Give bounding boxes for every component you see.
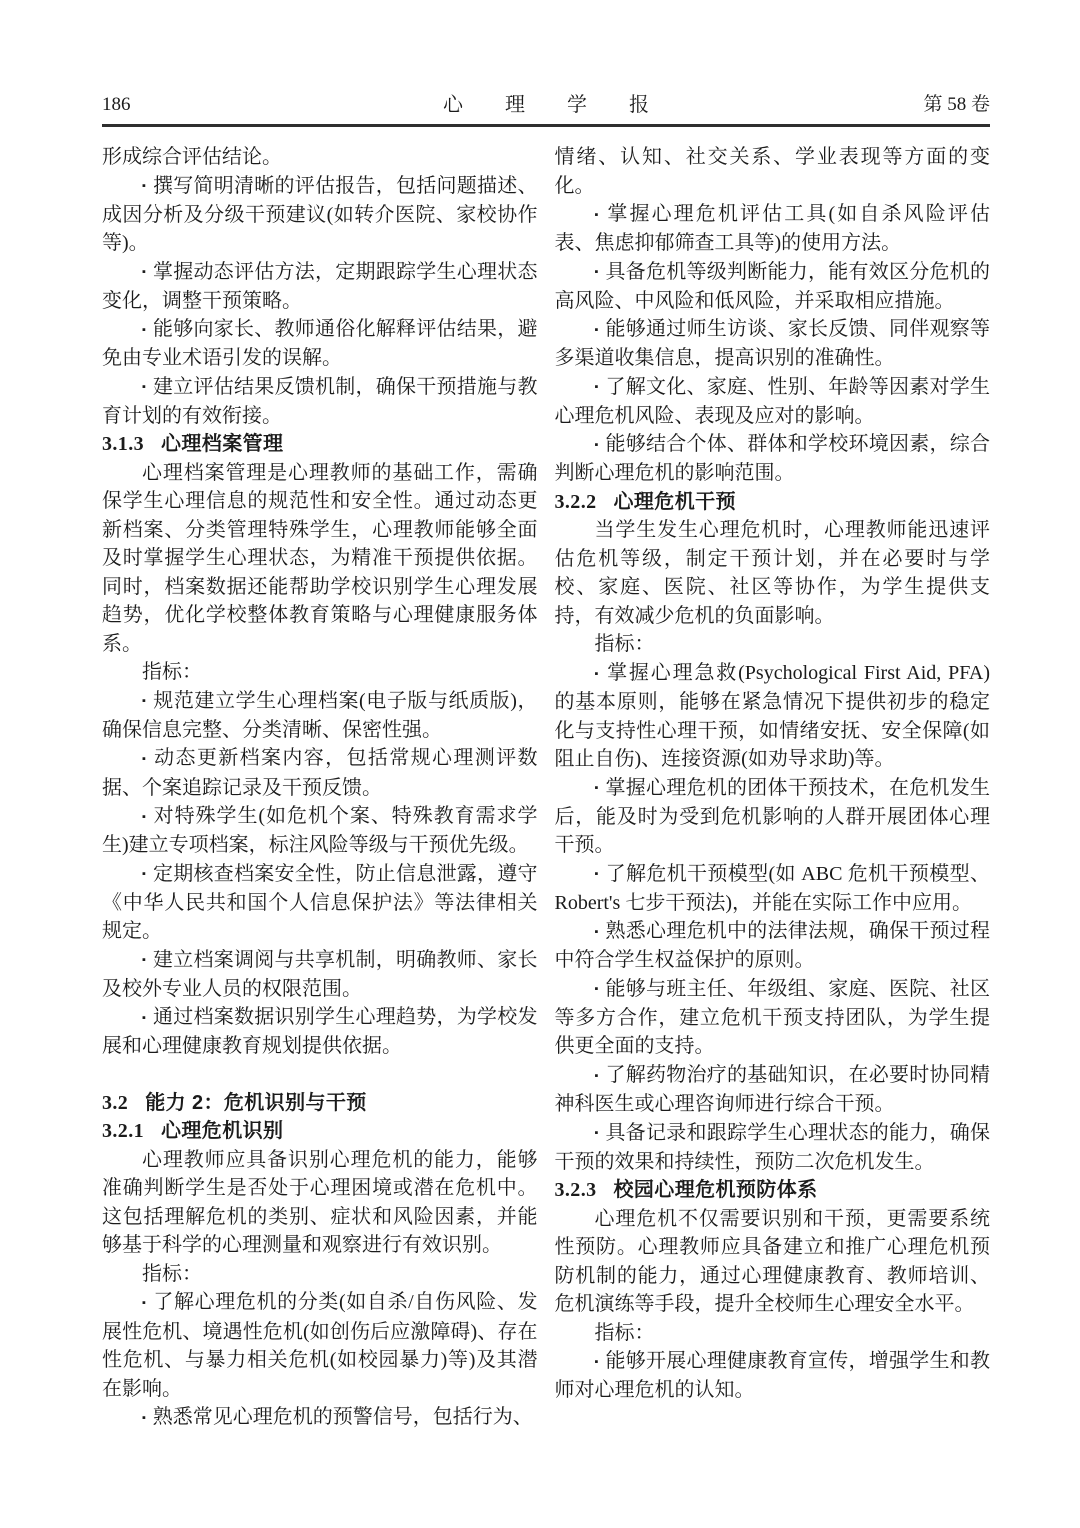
bullet-text: 熟悉心理危机中的法律法规，确保干预过程中符合学生权益保护的原则。 (554, 920, 990, 972)
square-bullet-icon: ▪ (594, 323, 599, 336)
square-bullet-icon: ▪ (142, 810, 146, 823)
bullet-text: 掌握心理危机评估工具(如自杀风险评估表、焦虑抑郁筛查工具等)的使用方法。 (554, 203, 990, 255)
bullet-text: 对特殊学生(如危机个案、特殊教育需求学生)建立专项档案，标注风险等级与干预优先级。 (102, 805, 538, 857)
bullet-item (555, 917, 991, 975)
paragraph: 心理档案管理是心理教师的基础工作，需确保学生心理信息的规范性和安全性。通过动态更新档案、分类管理特殊学生，心理教师能够全面及时掌握学生心理状态，为精准干预提供依据。同时，档案数据还能帮助学校识别学生心理发展趋势，优化学校整体教育策略与心理健康服务体系。 (102, 461, 538, 655)
square-bullet-icon: ▪ (142, 1411, 146, 1424)
bullet-text: 撰写简明清晰的评估报告，包括问题描述、成因分析及分级干预建议(如转介医院、家校协作等)。 (102, 174, 538, 255)
section-heading (102, 1117, 538, 1146)
square-bullet-icon: ▪ (594, 438, 599, 451)
page-number: 186 (102, 94, 131, 115)
paragraph: 情绪、认知、社交关系、学业表现等方面的变化。 (554, 146, 990, 197)
square-bullet-icon: ▪ (142, 381, 146, 394)
section-number: 3.2.2 (554, 490, 597, 513)
square-bullet-icon: ▪ (142, 954, 146, 967)
section-number: 3.1.3 (102, 433, 144, 456)
journal-title (252, 93, 840, 117)
bullet-text: 定期核查档案安全性，防止信息泄露，遵守《中华人民共和国个人信息保护法》等法律相关规定。 (102, 862, 538, 943)
bullet-text: 掌握心理急救(Psychological First Aid, PFA)的基本原则，能够在紧急情况下提供初步的稳定化与支持性心理干预，如情绪安抚、安全保障(如阻止自伤)、连接资源(如劝导求助)等。 (554, 661, 990, 771)
bullet-item (555, 430, 991, 488)
square-bullet-icon: ▪ (142, 266, 146, 279)
square-bullet-icon: ▪ (142, 1011, 146, 1024)
bullet-item (555, 1119, 991, 1177)
volume-label: 第 58 卷 (923, 94, 990, 115)
right-column (555, 143, 991, 1432)
bullet-text: 了解危机干预模型(如 ABC 危机干预模型、Robert's 七步干预法)，并能在实际工作中应用。 (554, 862, 990, 914)
section-title: 能力 2：危机识别与干预 (145, 1091, 367, 1114)
bullet-text: 具备危机等级判断能力，能有效区分危机的高风险、中风险和低风险，并采取相应措施。 (554, 260, 990, 312)
square-bullet-icon: ▪ (142, 323, 146, 336)
bullet-text: 动态更新档案内容，包括常规心理测评数据、个案追踪记录及干预反馈。 (102, 747, 538, 799)
bullet-item (555, 200, 991, 258)
bullet-item (102, 315, 538, 373)
paragraph: 指标： (594, 633, 655, 656)
bullet-item (555, 1061, 991, 1119)
bullet-text: 规范建立学生心理档案(电子版与纸质版)，确保信息完整、分类清晰、保密性强。 (102, 689, 538, 741)
section-title: 心理危机识别 (161, 1120, 284, 1143)
bullet-text: 能够通过师生访谈、家长反馈、同伴观察等多渠道收集信息，提高识别的准确性。 (554, 318, 990, 370)
bullet-text: 能够向家长、教师通俗化解释评估结果，避免由专业术语引发的误解。 (102, 318, 538, 370)
square-bullet-icon: ▪ (142, 1297, 146, 1310)
bullet-item (555, 774, 991, 860)
square-bullet-icon: ▪ (142, 753, 146, 766)
bullet-item (555, 659, 991, 774)
bullet-text: 了解文化、家庭、性别、年龄等因素对学生心理危机风险、表现及应对的影响。 (554, 375, 990, 427)
square-bullet-icon: ▪ (594, 381, 599, 394)
bullet-item (102, 860, 538, 946)
section-heading (555, 488, 991, 517)
paragraph: 指标： (142, 1262, 202, 1285)
paragraph: 指标： (142, 661, 202, 684)
bullet-text: 具备记录和跟踪学生心理状态的能力，确保干预的效果和持续性，预防二次危机发生。 (554, 1121, 990, 1173)
bullet-text: 能够结合个体、群体和学校环境因素，综合判断心理危机的影响范围。 (554, 433, 990, 485)
section-title: 心理危机干预 (613, 490, 736, 513)
square-bullet-icon: ▪ (594, 1355, 599, 1368)
header-rule (102, 124, 990, 127)
bullet-item (102, 802, 538, 860)
section-title: 心理档案管理 (161, 433, 284, 456)
square-bullet-icon: ▪ (594, 266, 599, 279)
section-heading (102, 1089, 538, 1118)
bullet-item (555, 258, 991, 316)
paragraph: 当学生发生心理危机时，心理教师能迅速评估危机等级，制定干预计划，并在必要时与学校、家庭、医院、社区等协作，为学生提供支持，有效减少危机的负面影响。 (554, 519, 990, 627)
bullet-item (555, 373, 991, 431)
paragraph: 心理教师应具备识别心理危机的能力，能够准确判断学生是否处于心理困境或潜在危机中。这包括理解危机的类别、症状和风险因素，并能够基于科学的心理测量和观察进行有效识别。 (102, 1148, 538, 1257)
bullet-item (102, 258, 538, 316)
square-bullet-icon: ▪ (594, 782, 599, 795)
square-bullet-icon: ▪ (594, 983, 599, 996)
section-number: 3.2 (102, 1091, 129, 1114)
bullet-item (102, 1288, 538, 1403)
paragraph: 指标： (594, 1321, 655, 1344)
square-bullet-icon: ▪ (594, 868, 599, 881)
bullet-item (555, 315, 991, 373)
square-bullet-icon: ▪ (594, 1127, 599, 1140)
bullet-text: 了解心理危机的分类(如自杀/自伤风险、发展性危机、境遇性危机(如创伤后应激障碍)、存在性危机、与暴力相关危机(如校园暴力)等)及其潜在影响。 (102, 1291, 538, 1400)
bullet-item (102, 1003, 538, 1061)
section-heading (555, 1176, 991, 1205)
section-title: 校园心理危机预防体系 (613, 1179, 818, 1202)
section-number: 3.2.3 (554, 1179, 597, 1202)
journal-title-text: 心理学报 (443, 94, 691, 116)
bullet-item (102, 172, 538, 258)
bullet-text: 掌握心理危机的团体干预技术，在危机发生后，能及时为受到危机影响的人群开展团体心理干预。 (554, 776, 990, 857)
section-number: 3.2.1 (102, 1120, 144, 1143)
bullet-item (102, 373, 538, 431)
bullet-text: 能够开展心理健康教育宣传，增强学生和教师对心理危机的认知。 (554, 1350, 990, 1402)
bullet-item (102, 744, 538, 802)
section-heading (102, 430, 538, 459)
bullet-item (555, 860, 991, 918)
bullet-item (102, 946, 538, 1004)
bullet-text: 建立档案调阅与共享机制，明确教师、家长及校外专业人员的权限范围。 (102, 948, 538, 1000)
bullet-text: 掌握动态评估方法，定期跟踪学生心理状态变化，调整干预策略。 (102, 260, 538, 312)
square-bullet-icon: ▪ (142, 695, 146, 708)
bullet-item (102, 687, 538, 745)
bullet-item (555, 1347, 991, 1405)
running-header (102, 93, 990, 117)
bullet-text: 能够与班主任、年级组、家庭、医院、社区等多方合作，建立危机干预支持团队，为学生提供更全面的支持。 (554, 977, 990, 1058)
paragraph: 心理危机不仅需要识别和干预，更需要系统性预防。心理教师应具备建立和推广心理危机预防机制的能力，通过心理健康教育、教师培训、危机演练等手段，提升全校师生心理安全水平。 (554, 1207, 990, 1316)
square-bullet-icon: ▪ (594, 925, 599, 938)
bullet-item (102, 1403, 538, 1432)
bullet-text: 建立评估结果反馈机制，确保干预措施与教育计划的有效衔接。 (102, 375, 538, 427)
square-bullet-icon: ▪ (594, 1069, 599, 1082)
two-column-body (102, 143, 990, 1432)
square-bullet-icon: ▪ (142, 180, 146, 193)
bullet-item (555, 975, 991, 1061)
bullet-text: 了解药物治疗的基础知识，在必要时协同精神科医生或心理咨询师进行综合干预。 (554, 1063, 990, 1116)
bullet-text: 熟悉常见心理危机的预警信号，包括行为、 (152, 1406, 533, 1429)
paragraph: 形成综合评估结论。 (102, 146, 282, 168)
square-bullet-icon: ▪ (594, 667, 599, 680)
square-bullet-icon: ▪ (142, 868, 146, 881)
bullet-text: 通过档案数据识别学生心理趋势，为学校发展和心理健康教育规划提供依据。 (102, 1006, 538, 1058)
square-bullet-icon: ▪ (594, 208, 599, 221)
left-column (102, 143, 538, 1432)
